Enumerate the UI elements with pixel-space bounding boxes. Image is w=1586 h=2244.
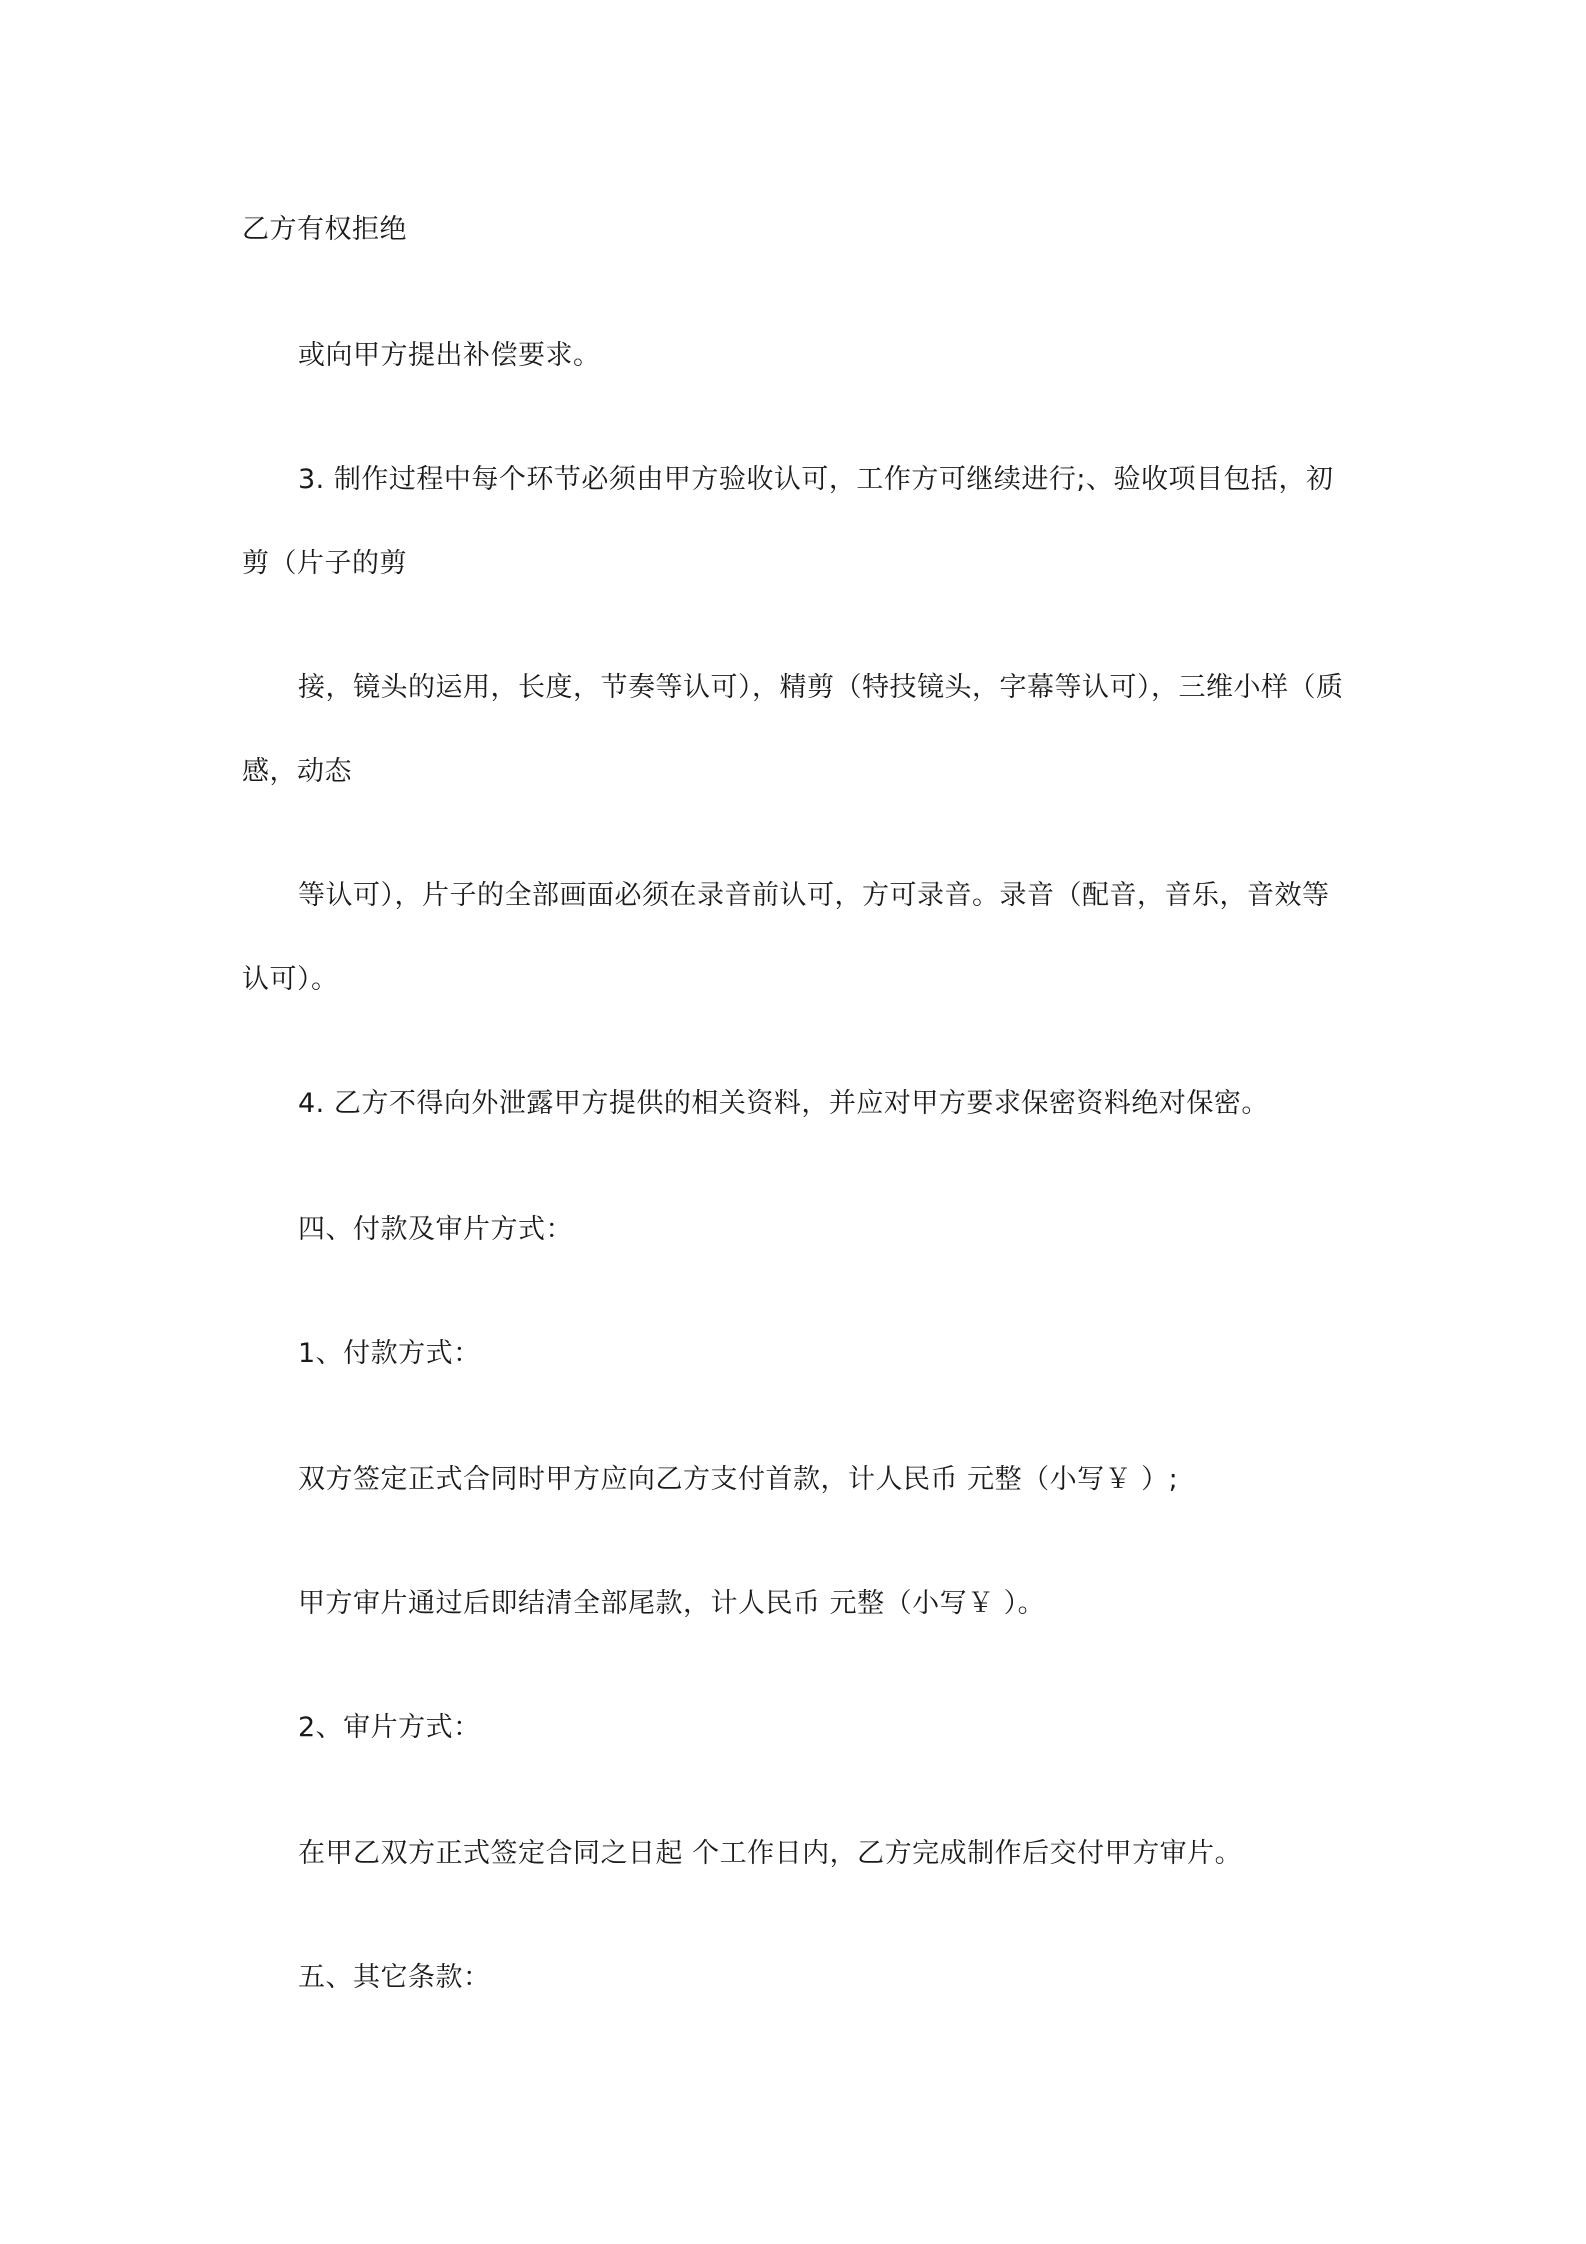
subheading-review-method: 2、审片方式： — [298, 1712, 481, 1743]
payment-first-installment: 双方签定正式合同时甲方应向乙方支付首款，计人民币 元整（小写￥ ）; — [298, 1464, 1179, 1495]
clause-4-text: 4. 乙方不得向外泄露甲方提供的相关资料，并应对甲方要求保密资料绝对保密。 — [298, 1088, 1269, 1119]
section-heading-payment: 四、付款及审片方式： — [298, 1214, 573, 1245]
text-line: 感，动态 — [242, 756, 352, 787]
text-line: 认可）。 — [242, 964, 339, 995]
text-line: 接，镜头的运用，长度，节奏等认可），精剪（特技镜头，字幕等认可），三维小样（质 — [298, 672, 1344, 703]
clause-3-text: 3. 制作过程中每个环节必须由甲方验收认可，工作方可继续进行;、验收项目包括，初 — [298, 464, 1334, 495]
text-line: 乙方有权拒绝 — [242, 214, 407, 245]
review-method-text: 在甲乙双方正式签定合同之日起 个工作日内，乙方完成制作后交付甲方审片。 — [298, 1838, 1243, 1869]
text-line: 剪（片子的剪 — [242, 548, 407, 579]
subheading-payment-method: 1、付款方式： — [298, 1338, 481, 1369]
text-line: 等认可），片子的全部画面必须在录音前认可，方可录音。录音（配音，音乐，音效等 — [298, 880, 1330, 911]
text-line: 或向甲方提出补偿要求。 — [298, 340, 601, 371]
payment-final-installment: 甲方审片通过后即结清全部尾款，计人民币 元整（小写￥ ）。 — [298, 1588, 1046, 1619]
section-heading-other-terms: 五、其它条款： — [298, 1962, 491, 1993]
